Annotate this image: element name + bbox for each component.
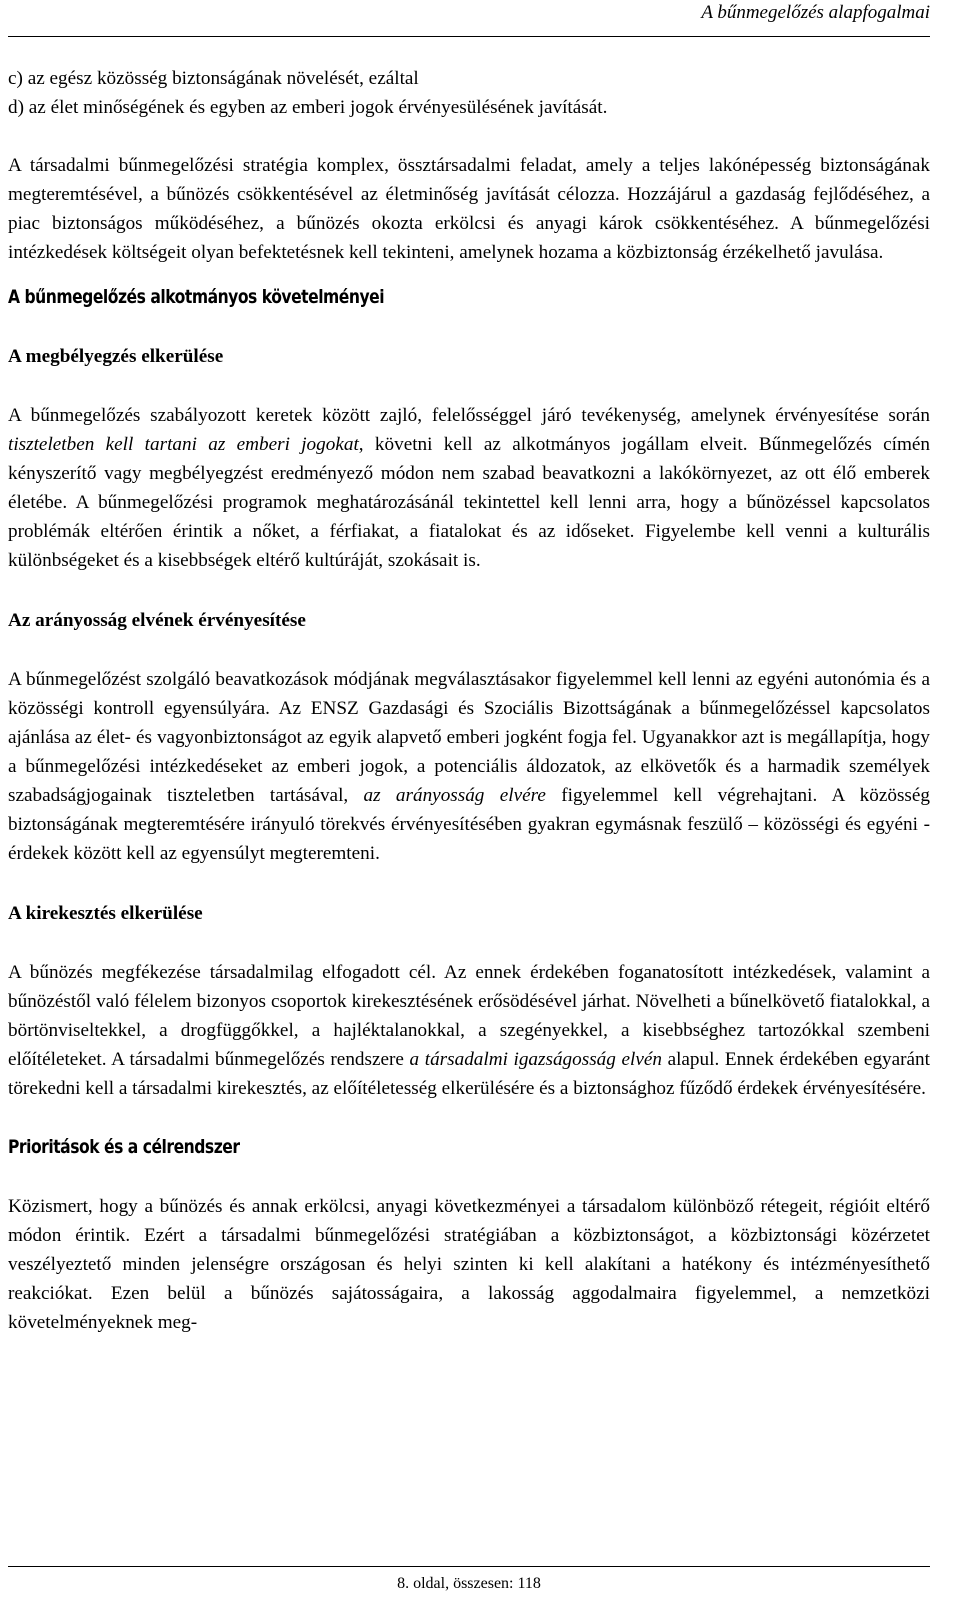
- subsection-title-stigma: A megbélyegzés elkerülése: [8, 346, 224, 367]
- section-title-constitutional: A bűnmegelőzés alkotmányos követelményei: [8, 286, 385, 308]
- header-divider: [8, 36, 930, 37]
- list-item-c: c) az egész közösség biztonságának növelését, ezáltal: [8, 68, 419, 89]
- emphasis-text: az arányosság elvére: [363, 785, 546, 806]
- running-header: A bűnmegelőzés alapfogalmai: [701, 2, 930, 23]
- paragraph-text: , követni kell az alkotmányos jogállam elveit. Bűnmegelőzés címén kényszerítő vagy megbélyegzést eredményező módon nem szabad beavatkozni a lakókörnyezet, az ott élő emberek életébe. A bűnmegelőzési programok meghatározásánál tekintettel kell lenni arra, hogy a bűnözéssel kapcsolatos problémák eltérően érintik a nőket, a férfiakat, a fiatalokat és az időseket. Figyelembe kell venni a kulturális különbségeket és a kisebbségek eltérő kultúráját, szokásait is.: [8, 434, 931, 571]
- paragraph-text: figyelemmel kell végrehajtani. A közösség biztonságának megteremtésére irányuló törekvés érvényesítésében gyakran egymásnak feszülő – közösségi és egyéni - érdekek között kell az egyensúlyt megteremteni.: [8, 785, 930, 864]
- paragraph-proportionality: [8, 665, 930, 868]
- paragraph-text: A bűnmegelőzés szabályozott keretek között zajló, felelősséggel járó tevékenység, amelynek érvényesítése során: [8, 405, 930, 426]
- emphasis-text: tiszteletben kell tartani az emberi jogokat: [8, 434, 359, 455]
- paragraph-exclusion: [8, 958, 930, 1103]
- subsection-title-proportionality: Az arányosság elvének érvényesítése: [8, 610, 306, 631]
- subsection-title-exclusion: A kirekesztés elkerülése: [8, 903, 203, 924]
- emphasis-text: a társadalmi igazságosság elvén: [409, 1049, 662, 1070]
- list-item-d: d) az élet minőségének és egyben az emberi jogok érvényesülésének javítását.: [8, 97, 608, 118]
- paragraph-text: alapul. Ennek érdekében egyaránt törekedni kell a társadalmi kirekesztés, az előítéletesség elkerülésére és a biztonsághoz fűződő érdekek érvényesítésére.: [8, 1049, 930, 1099]
- page-number: 8. oldal, összesen: 118: [397, 1575, 541, 1592]
- paragraph-text: A bűnözés megfékezése társadalmilag elfogadott cél. Az ennek érdekében foganatosított intézkedések, valamint a bűnözéstől való félelem bizonyos csoportok kirekesztésének erősödésével járhat. Növelheti a bűnelkövető fiatalokkal, a börtönviseltekkel, a drogfüggőkkel, a hajléktalanokkal, a szegényekkel, a kisebbséghez tartozókkal szembeni előítéleteket. A társadalmi bűnmegelőzés rendszere: [8, 962, 930, 1070]
- paragraph-stigma: [8, 401, 930, 575]
- page-body: [8, 64, 930, 1337]
- section-title-priorities: Prioritások és a célrendszer: [8, 1136, 240, 1158]
- intro-paragraph: A társadalmi bűnmegelőzési stratégia komplex, össztársadalmi feladat, amely a teljes lakónépesség biztonságának megteremtésével, a bűnözés csökkentésével az életminőség javítását célozza. Hozzájárul a gazdaság fejlődéséhez, a piac biztonságos működéséhez, a bűnözés okozta erkölcsi és anyagi károk csökkentéséhez. A bűnmegelőzési intézkedések költségeit olyan befektetésnek kell tekinteni, amelynek hozama a közbiztonság érzékelhető javulása.: [8, 155, 930, 263]
- footer-divider: [8, 1566, 930, 1567]
- paragraph-priorities: Közismert, hogy a bűnözés és annak erkölcsi, anyagi következményei a társadalom különböző rétegeit, régióit eltérő módon érintik. Ezért a társadalmi bűnmegelőzési stratégiában a közbiztonságot, a közbiztonsági közérzetet veszélyeztető minden jelenségre országosan és helyi szinten ki kell alakítani a hatékony és intézményesíthető reakciókat. Ezen belül a bűnözés sajátosságaira, a lakosság aggodalmaira figyelemmel, a nemzetközi követelményeknek meg-: [8, 1196, 930, 1333]
- paragraph-text: A bűnmegelőzést szolgáló beavatkozások módjának megválasztásakor figyelemmel kell lenni az egyéni autonómia és a közösségi kontroll egyensúlyára. Az ENSZ Gazdasági és Szociális Bizottságának a bűnmegelőzéssel kapcsolatos ajánlása az élet- és vagyonbiztonságot az egyik alapvető emberi jogként fogja fel. Ugyanakkor azt is megállapítja, hogy a bűnmegelőzési intézkedéseket az emberi jogok, a potenciális áldozatok, az elkövetők és a harmadik személyek szabadságjogainak tiszteletben tartásával,: [8, 669, 930, 806]
